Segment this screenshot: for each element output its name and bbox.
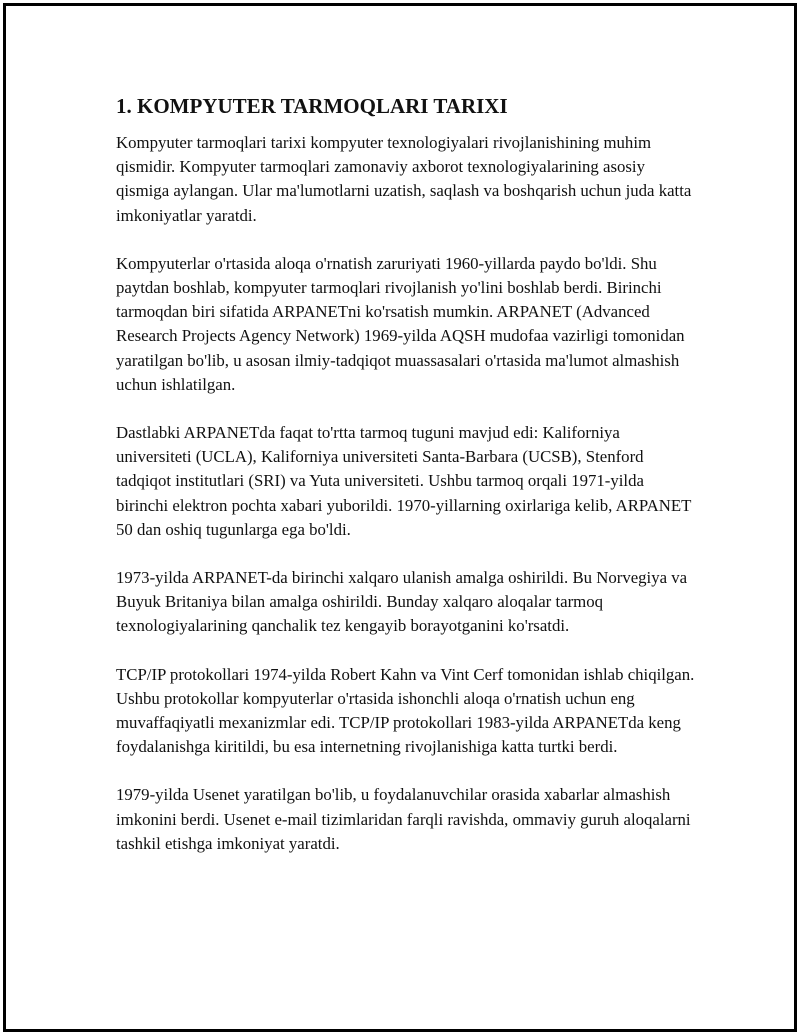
paragraph-international: 1973-yilda ARPANET-da birinchi xalqaro ulanish amalga oshirildi. Bu Norvegiya va Buyuk Britaniya bilan amalga oshirildi. Bunday xalqaro aloqalar tarmoq texnologiyalarining qanchalik tez kengayib borayotganini ko'rsatdi. [116, 568, 688, 636]
paragraph-usenet: 1979-yilda Usenet yaratilgan bo'lib, u foydalanuvchilar orasida xabarlar almashish imkonini berdi. Usenet e-mail tizimlaridan farqli ravishda, ommaviy guruh aloqalarni tashkil etishga imkoniyat yaratdi. [116, 785, 691, 853]
paragraph-arpanet-nodes: Dastlabki ARPANETda faqat to'rtta tarmoq tuguni mavjud edi: Kaliforniya universiteti (UCLA), Kaliforniya universiteti Santa-Barbara (UCSB), Stenford tadqiqot institutlari (SRI) va Yuta universiteti. Ushbu tarmoq orqali 1971-yilda birinchi elektron pochta xabari yuborildi. 1970-yillarning oxirlariga kelib, ARPANET 50 dan oshiq tugunlarga ega bo'ldi. [116, 423, 692, 539]
section-title: 1. KOMPYUTER TARMOQLARI TARIXI [116, 94, 508, 118]
paragraph-arpanet-origin: Kompyuterlar o'rtasida aloqa o'rnatish zaruriyati 1960-yillarda paydo bo'ldi. Shu paytdan boshlab, kompyuter tarmoqlari rivojlanish yo'lini boshlab berdi. Birinchi tarmoqdan biri sifatida ARPANETni ko'rsatish mumkin. ARPANET (Advanced Research Projects Agency Network) 1969-yilda AQSH mudofaa vazirligi tomonidan yaratilgan bo'lib, u asosan ilmiy-tadqiqot muassasalari o'rtasida ma'lumot almashish uchun ishlatilgan. [116, 253, 685, 394]
paragraph-intro: Kompyuter tarmoqlari tarixi kompyuter texnologiyalari rivojlanishining muhim qismidir. Kompyuter tarmoqlari zamonaviy axborot texnologiyalarining asosiy qismiga aylangan. Ular ma'lumotlarni uzatish, saqlash va boshqarish uchun juda katta imkoniyatlar yaratdi. [116, 133, 692, 225]
document-body [116, 92, 696, 880]
paragraph-tcp-ip: TCP/IP protokollari 1974-yilda Robert Kahn va Vint Cerf tomonidan ishlab chiqilgan. Ushbu protokollar kompyuterlar o'rtasida ishonchli aloqa o'rnatish uchun eng muvaffaqiyatli mexanizmlar edi. TCP/IP protokollari 1983-yilda ARPANETda keng foydalanishga kiritildi, bu esa internetning rivojlanishiga katta turtki berdi. [116, 664, 695, 757]
